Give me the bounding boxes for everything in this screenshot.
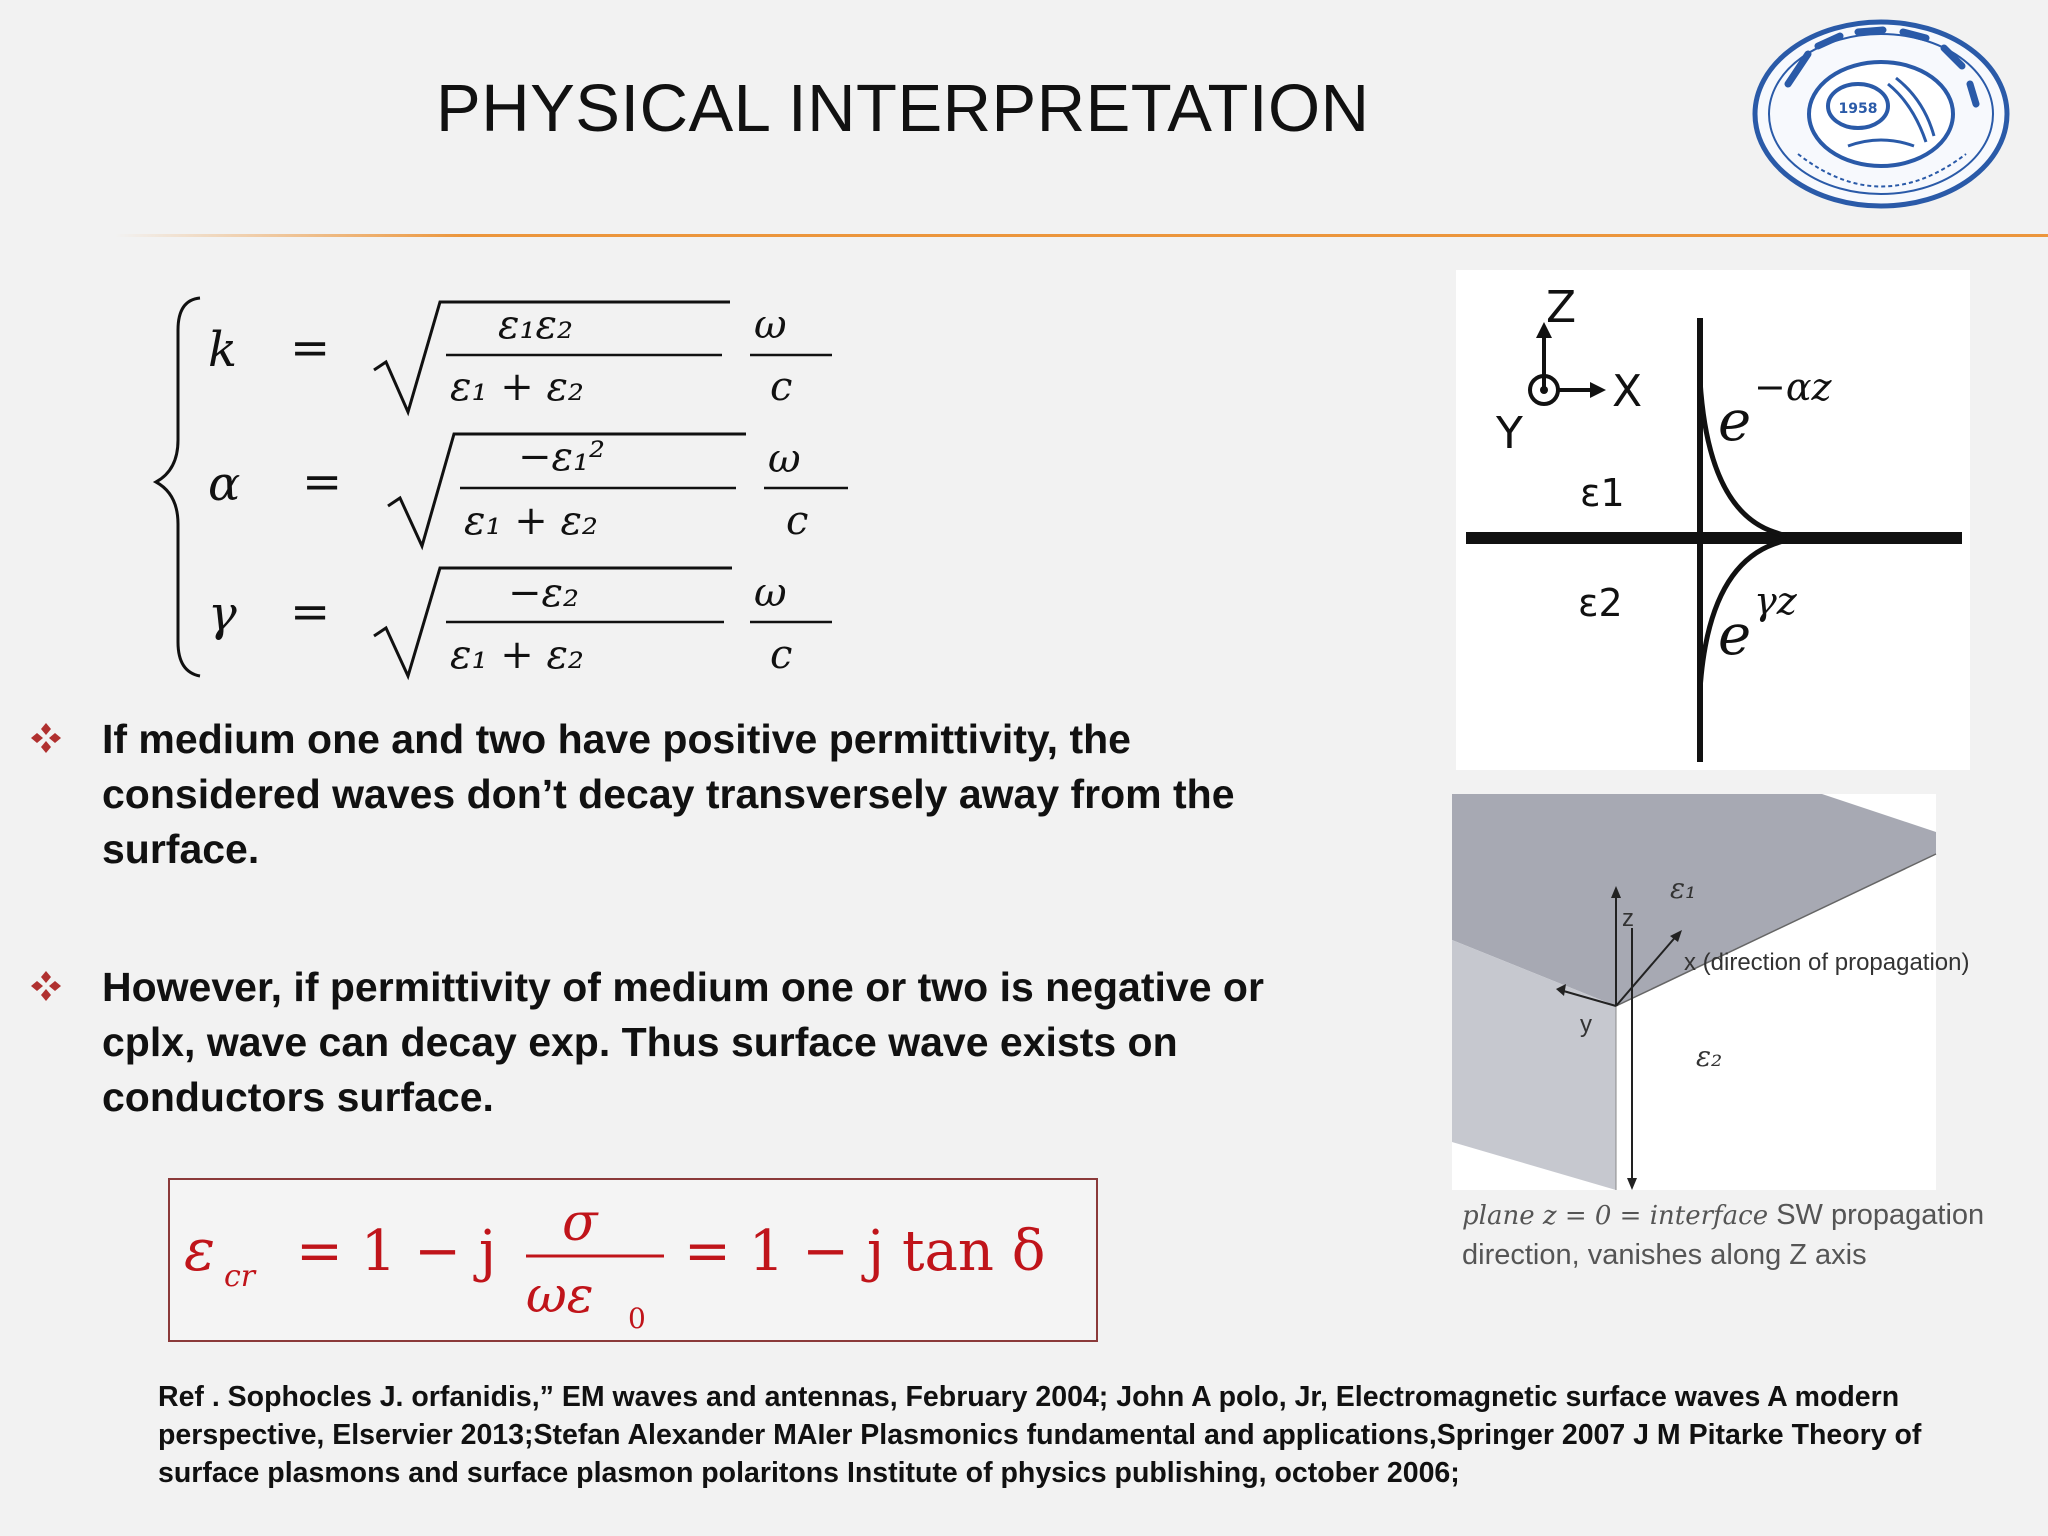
equation-alpha-denominator: ε₁ + ε₂ [464,498,598,544]
equation-k-denominator: ε₁ + ε₂ [450,364,584,410]
bullet-positive-permittivity [28,712,1328,882]
equation-gamma-c: c [770,632,793,678]
axis-x-label: X [1612,366,1643,417]
equation-k-lhs: k [208,322,238,378]
axis-y-label: Y [1496,408,1523,459]
formula-lhs: ε [184,1216,216,1284]
bullet-text: If medium one and two have positive permittivity, the considered waves don’t decay transversely away from the surface. [102,716,1235,872]
equation-gamma [208,568,832,678]
field-decay-figure [1456,270,1970,770]
medium-2-label: ε₂ [1696,1040,1723,1073]
equation-gamma-denominator: ε₁ + ε₂ [450,632,584,678]
equation-alpha-lhs: α [208,456,241,512]
formula-denominator-sub: 0 [628,1302,646,1335]
complex-permittivity-formula [168,1178,1098,1342]
lower-decay-base: e [1718,603,1752,668]
axis-z-label: z [1622,905,1634,932]
upper-decay-base: e [1718,389,1752,454]
equation-gamma-omega: ω [754,570,787,616]
equation-alpha-numerator: −ε₁² [518,434,606,480]
equation-k-numerator: ε₁ε₂ [498,302,573,348]
university-logo [1748,14,2014,214]
slide-title: PHYSICAL INTERPRETATION [436,71,1370,146]
equation-k-c: c [770,364,793,410]
figure-caption [1462,1196,2002,1275]
interface-geometry-figure [1452,794,1970,1190]
diamond-bullet-icon [28,968,64,1004]
medium-1-label: ε1 [1580,471,1625,515]
equation-alpha [208,434,848,546]
equation-alpha-c: c [786,498,809,544]
bullet-text: However, if permittivity of medium one or two is negative or cplx, wave can decay exp. Thus surface wave exists on conductors surface. [102,964,1264,1120]
formula-graphic [170,1180,1096,1340]
svg-text:=: = [302,454,343,510]
axis-y-label: y [1580,1011,1592,1038]
formula-second-equality: = 1 − j tan δ [684,1219,1046,1284]
title-divider [115,234,2048,237]
caption-math: plane z = 0 = interface [1462,1201,1769,1231]
formula-sigma: σ [562,1193,598,1253]
upper-decay-exponent: −αz [1754,365,1832,409]
bullet-negative-permittivity [28,960,1328,1130]
caption-text: SW propagation direction, vanishes along Z axis [1462,1199,1985,1271]
equation-gamma-numerator: −ε₂ [508,570,580,616]
diamond-bullet-icon [28,720,64,756]
lower-decay-exponent: γz [1754,579,1797,623]
svg-text:=: = [290,320,331,376]
logo-year: 1958 [1838,101,1878,117]
formula-lhs-sub: cr [224,1259,256,1294]
equation-k [208,302,832,412]
equation-gamma-lhs: γ [208,586,237,642]
formula-denominator: ωε [526,1266,594,1324]
formula-first-equality: = 1 − j [296,1219,497,1284]
equation-k-omega: ω [754,302,787,348]
dispersion-equations [150,290,870,690]
equation-alpha-omega: ω [768,436,801,482]
axis-z-label: Z [1546,282,1577,333]
references: Ref . Sophocles J. orfanidis,” EM waves and antennas, February 2004; John A polo, Jr, Electromagnetic surface waves A modern perspective, Elservier 2013;Stefan Alexander MAIer Plasmonics fundamental and applications,Springer 2007 J M Pitarke Theory of surface plasmons and surface plasmon polaritons Institute of physics publishing, october 2006; [158,1381,1922,1489]
medium-1-label: ε₁ [1670,872,1697,905]
medium-2-label: ε2 [1578,581,1623,625]
axis-x-label: x (direction of propagation) [1684,949,1970,976]
svg-text:=: = [290,584,331,640]
